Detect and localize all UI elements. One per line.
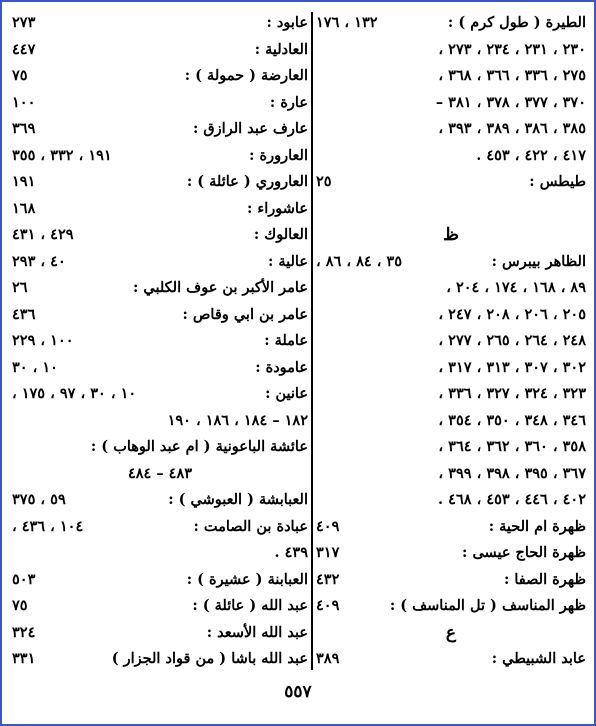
entry-name: الطيرة ( طول كرم ) :	[447, 14, 586, 31]
index-entry	[12, 434, 308, 461]
entry-pages: ١٠٠	[12, 93, 36, 111]
entry-pages: ٨٩ ، ١٦٨ ، ١٧٤ ، ٢٠٤ ،	[446, 279, 586, 296]
entry-name: عابد الشبيطي :	[491, 650, 586, 667]
index-entry	[12, 37, 308, 64]
entry-pages: ٤٣٦	[12, 305, 36, 323]
entry-name: العارضة ( حمولة ) :	[184, 67, 308, 84]
entry-pages: ١٨٢ – ١٨٤ ، ١٨٦ ، ١٩٠	[167, 411, 308, 429]
entry-name: عبد الله ( عائلة ) :	[192, 597, 308, 614]
index-entry	[12, 63, 308, 90]
index-entry	[12, 328, 308, 355]
entry-pages: ٣٠٢ ، ٣٠٧ ، ٣١٣ ، ٣١٧ ،	[438, 358, 586, 376]
entry-name: عائشة الباعونية ( ام عبد الوهاب ) :	[90, 438, 308, 455]
entry-name: العالوك :	[253, 226, 308, 243]
index-entry	[12, 514, 308, 541]
entry-pages: ٣٥ ، ٨٤ ، ٨٦ ،	[316, 252, 403, 270]
entry-name: العبابنة ( عشيرة ) :	[186, 570, 308, 588]
entry-pages: ٤٠٢ ، ٤٤٦ ، ٤٥٣ ، ٤٦٨ .	[438, 491, 586, 508]
entry-pages: ٢٥	[316, 173, 332, 190]
index-entry	[12, 593, 308, 620]
entry-pages: ٣٦٩	[12, 120, 36, 137]
entry-pages: ٣٨٥ ، ٣٨٦ ، ٣٨٩ ، ٣٩٣ ،	[438, 120, 586, 137]
entry-pages: ١٣٢ ، ١٧٦	[316, 14, 378, 31]
index-entry-continuation	[12, 408, 308, 435]
index-entry-continuation	[316, 381, 586, 408]
entry-pages: ٢٧٣	[12, 14, 36, 31]
entry-pages: ١٦٨	[12, 199, 36, 217]
entry-name: عامر الأكبر بن عوف الكلبي :	[133, 279, 308, 296]
index-entry-continuation	[316, 90, 586, 117]
entry-pages: ٢٠٥ ، ٢٠٦ ، ٢٠٨ ، ٢٤٧ ،	[438, 305, 586, 323]
entry-name: الظاهر بيبرس :	[491, 252, 586, 270]
index-entry	[316, 567, 586, 594]
entry-pages: ٢٦	[12, 279, 28, 296]
entry-pages: ١٠ ، ٣٠	[12, 358, 58, 376]
entry-pages: ٤٠ ، ٢٩٣	[12, 252, 66, 270]
entry-pages: ٣٤٦ ، ٣٤٨ ، ٣٥٠ ، ٣٥٤ ،	[438, 411, 586, 429]
index-entry	[316, 10, 586, 37]
index-entry-continuation	[316, 487, 586, 514]
entry-pages: ٤٠٩	[316, 597, 340, 614]
index-entry	[316, 540, 586, 567]
index-entry	[12, 169, 308, 196]
index-entry	[12, 143, 308, 170]
entry-name: عاملة :	[264, 332, 308, 349]
index-entry	[12, 10, 308, 37]
index-entry	[316, 169, 586, 196]
entry-name: عبادة بن الصامت :	[193, 517, 308, 535]
index-entry	[316, 249, 586, 276]
index-entry	[12, 487, 308, 514]
entry-pages: ١٠٤ ، ٤٣٦ ،	[12, 517, 84, 535]
index-entry-continuation	[316, 63, 586, 90]
index-entry-continuation	[316, 143, 586, 170]
entry-pages: ٢٣٠ ، ٢٣١ ، ٢٣٤ ، ٢٧٣ ،	[438, 40, 586, 58]
index-entry-continuation	[316, 408, 586, 435]
entry-name: عارة :	[269, 93, 308, 111]
entry-pages: ٣١٧	[316, 544, 340, 561]
entry-pages: ٢٧٥ ، ٣٣٦ ، ٣٦٦ ، ٣٦٨ ،	[438, 67, 586, 84]
index-entry	[12, 275, 308, 302]
entry-name: ظهرة ام الحية :	[488, 517, 586, 535]
entry-pages: ٣٢٣ ، ٣٢٤ ، ٣٢٧ ، ٣٣٦ ،	[438, 385, 586, 402]
entry-pages: ١٩١	[12, 173, 36, 190]
index-entry	[12, 620, 308, 647]
index-entry	[12, 567, 308, 594]
entry-name: العارورة :	[249, 146, 308, 164]
index-entry-continuation	[316, 37, 586, 64]
index-entry	[12, 116, 308, 143]
entry-name: عانين :	[265, 385, 308, 402]
page-number: ٥٥٧	[284, 682, 312, 702]
entry-name: العبابشة ( العبوشي ) :	[168, 491, 308, 508]
entry-pages: ٤٨٣ – ٤٨٤	[127, 464, 193, 482]
entry-pages: ٧٥	[12, 67, 28, 84]
index-entry	[316, 593, 586, 620]
index-entry-continuation	[316, 196, 586, 223]
entry-name: ظهر المناسف ( تل المناسف ) :	[389, 597, 586, 614]
entry-name: عامر بن ابي وقاص :	[182, 305, 308, 323]
index-entry-continuation	[316, 275, 586, 302]
entry-pages: ٤٣٩ .	[274, 544, 308, 561]
entry-pages: ٤٣٢	[316, 570, 340, 588]
entry-pages: ٤١٧ ، ٤٢٢ ، ٤٥٣ .	[476, 146, 586, 164]
entry-name: ظهرة الصفا :	[503, 570, 586, 588]
index-entry	[12, 381, 308, 408]
entry-pages: ٥٠٣	[12, 570, 36, 588]
entry-pages: ٤٤٧	[12, 40, 36, 58]
entry-name: عبد الله الأسعد :	[206, 623, 308, 641]
entry-pages: ٣٧٠ ، ٣٧٧ ، ٣٧٨ ، ٣٨١ –	[435, 93, 586, 111]
entry-pages: ٢٤٨ ، ٢٦٤ ، ٢٦٥ ، ٢٧٧ ،	[438, 332, 586, 349]
entry-pages: ١٠ ، ٣٠ ، ٩٧ ، ١٧٥ ،	[12, 385, 137, 402]
column-divider	[311, 12, 313, 670]
index-entry	[12, 355, 308, 382]
entry-name: العادلية :	[254, 40, 308, 58]
index-entry	[316, 646, 586, 673]
index-entry	[12, 196, 308, 223]
entry-pages: ٣٨٩	[316, 650, 340, 667]
entry-name: ظهرة الحاج عيسى :	[462, 544, 586, 561]
index-entry-continuation	[316, 434, 586, 461]
entry-pages: ٣٢٤	[12, 623, 36, 641]
entry-name: عبد الله باشا ( من قواد الجزار )	[111, 650, 308, 667]
index-entry-continuation	[12, 540, 308, 567]
index-entry	[12, 302, 308, 329]
index-column-left	[12, 10, 308, 673]
index-entry-continuation	[12, 461, 308, 488]
index-column-right	[316, 10, 586, 673]
index-entry	[12, 222, 308, 249]
entry-pages: ٥٩ ، ٣٧٥	[12, 491, 66, 508]
entry-name: عاشوراء :	[247, 199, 308, 217]
entry-pages: ٣٦٧ ، ٣٩٥ ، ٣٩٨ ، ٣٩٩ ،	[438, 464, 586, 482]
index-entry-continuation	[316, 355, 586, 382]
entry-pages: ١٩١ ، ٣٣٢ ، ٣٥٥	[12, 146, 112, 164]
index-entry-continuation	[316, 302, 586, 329]
section-letter: ظ	[443, 225, 459, 245]
entry-pages: ٤٠٩	[316, 517, 340, 535]
entry-pages: ٣٣١	[12, 650, 36, 667]
index-entry	[12, 90, 308, 117]
entry-pages: ٣٥٨ ، ٣٦٠ ، ٣٦٢ ، ٣٦٤ ،	[438, 438, 586, 455]
index-entry-continuation	[316, 461, 586, 488]
entry-pages: ٧٥	[12, 597, 28, 614]
index-entry-continuation	[316, 328, 586, 355]
section-letter: ع	[445, 622, 457, 643]
entry-name: عابود :	[266, 14, 308, 31]
index-entry	[316, 514, 586, 541]
index-entry	[12, 646, 308, 673]
entry-name: عامودة :	[255, 358, 308, 376]
entry-name: عارف عبد الرازق :	[193, 120, 308, 137]
entry-name: العاروري ( عائلة ) :	[186, 173, 308, 190]
entry-pages: ٤٢٩ ، ٤٣١	[12, 226, 74, 243]
entry-pages: ١٠٠ ، ٢٢٩	[12, 332, 74, 349]
entry-name: عالية :	[267, 252, 308, 270]
entry-name: طيطس :	[529, 173, 586, 190]
index-entry	[12, 249, 308, 276]
index-entry-continuation	[316, 116, 586, 143]
